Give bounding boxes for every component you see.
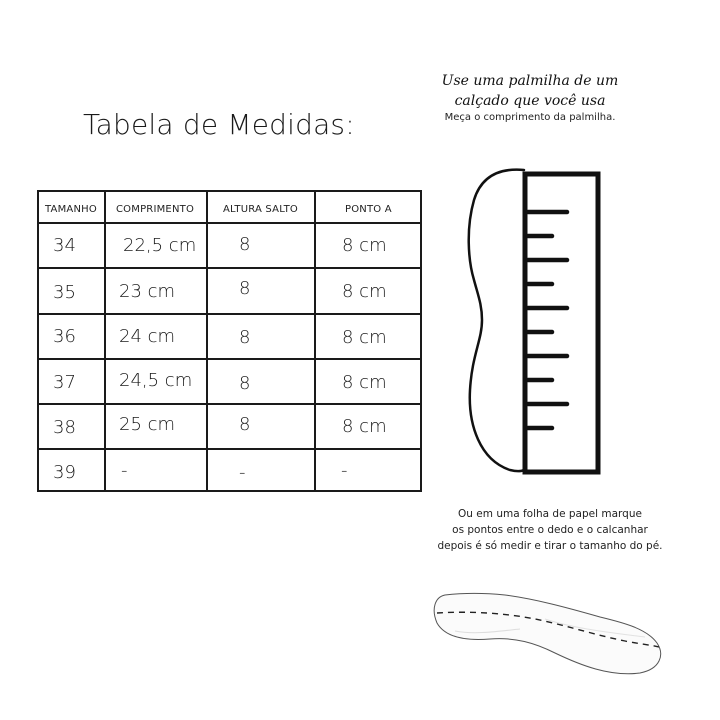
cell-size: 37 bbox=[53, 372, 76, 393]
cell-point: - bbox=[341, 460, 348, 481]
paper-method-line: os pontos entre o dedo e o calcanhar bbox=[452, 524, 648, 536]
cell-heel: 8 bbox=[239, 327, 251, 348]
cell-length: - bbox=[121, 460, 128, 481]
insole-with-ruler-icon bbox=[462, 160, 612, 480]
header-length: COMPRIMENTO bbox=[116, 204, 195, 215]
insole-instruction-title bbox=[430, 71, 630, 111]
cell-size: 38 bbox=[53, 417, 76, 438]
header-point: PONTO A bbox=[345, 204, 392, 215]
table-divider bbox=[39, 313, 420, 315]
table-divider bbox=[39, 267, 420, 269]
header-heel: ALTURA SALTO bbox=[223, 204, 298, 215]
insole-instruction-subtitle: Meça o comprimento da palmilha. bbox=[444, 112, 616, 123]
cell-length: 23 cm bbox=[119, 281, 176, 302]
table-divider bbox=[314, 192, 316, 490]
cell-length: 24,5 cm bbox=[119, 370, 193, 391]
cell-point: 8 cm bbox=[342, 327, 387, 348]
insole-title-line: calçado que você usa bbox=[454, 93, 606, 109]
cell-size: 39 bbox=[53, 462, 76, 483]
cell-point: 8 cm bbox=[342, 372, 387, 393]
cell-length: 22,5 cm bbox=[123, 235, 197, 256]
cell-point: 8 cm bbox=[342, 235, 387, 256]
insole-title-line: Use uma palmilha de um bbox=[441, 73, 619, 89]
table-divider bbox=[39, 358, 420, 360]
page-title: Tabela de Medidas: bbox=[83, 108, 355, 141]
cell-length: 25 cm bbox=[119, 414, 176, 435]
cell-length: 24 cm bbox=[119, 326, 176, 347]
cell-size: 36 bbox=[53, 326, 76, 347]
paper-method-line: Ou em uma folha de papel marque bbox=[458, 508, 642, 520]
cell-point: 8 cm bbox=[342, 281, 387, 302]
paper-method-instructions bbox=[420, 506, 680, 554]
cell-size: 35 bbox=[53, 282, 76, 303]
cell-heel: 8 bbox=[239, 278, 251, 299]
cell-heel: 8 bbox=[239, 373, 251, 394]
cell-size: 34 bbox=[53, 235, 76, 256]
table-divider bbox=[104, 192, 106, 490]
table-divider bbox=[39, 403, 420, 405]
footprint-outline-icon bbox=[425, 585, 670, 685]
table-divider bbox=[39, 448, 420, 450]
size-table bbox=[37, 190, 422, 492]
cell-heel: 8 bbox=[239, 414, 251, 435]
paper-method-line: depois é só medir e tirar o tamanho do pé. bbox=[437, 540, 663, 552]
table-divider bbox=[39, 222, 420, 224]
table-divider bbox=[206, 192, 208, 490]
header-size: TAMANHO bbox=[45, 204, 97, 215]
cell-heel: - bbox=[239, 462, 246, 483]
cell-heel: 8 bbox=[239, 234, 251, 255]
cell-point: 8 cm bbox=[342, 416, 387, 437]
